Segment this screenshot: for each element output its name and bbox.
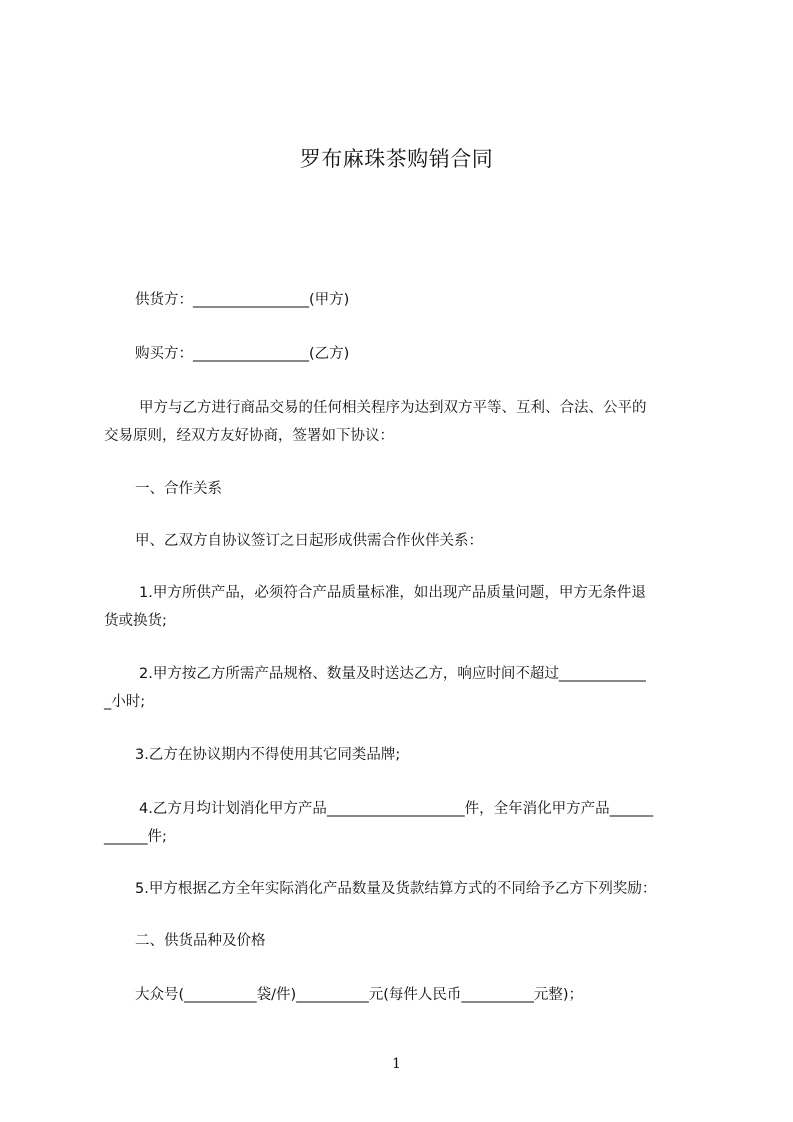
clause-1-line-2: 货或换货; — [104, 613, 167, 629]
price-line: 大众号(__________袋/件)__________元(每件人民币__________元整)； — [135, 987, 584, 1003]
clause-2-line-2: _小时; — [104, 694, 146, 710]
clause-4-line-1: 4.乙方月均计划消化甲方产品___________________件，全年消化甲方产品______ — [139, 801, 654, 817]
page-number: 1 — [392, 1056, 401, 1072]
clause-2-line-1: 2.甲方按乙方所需产品规格、数量及时送达乙方，响应时间不超过____________ — [139, 666, 646, 682]
clause-5: 5.甲方根据乙方全年实际消化产品数量及货款结算方式的不同给予乙方下列奖励： — [135, 881, 657, 897]
section1-heading: 一、合作关系 — [135, 481, 222, 497]
clause-3: 3.乙方在协议期内不得使用其它同类品牌; — [135, 747, 401, 763]
section1-intro: 甲、乙双方自协议签订之日起形成供需合作伙伴关系： — [135, 533, 483, 549]
intro-line-1: 甲方与乙方进行商品交易的任何相关程序为达到双方平等、互利、合法、公平的 — [139, 400, 647, 416]
supplier-line: 供货方：________________(甲方) — [135, 292, 350, 308]
section2-heading: 二、供货品种及价格 — [135, 933, 266, 949]
intro-line-2: 交易原则，经双方友好协商，签署如下协议： — [104, 428, 394, 444]
buyer-line: 购买方：________________(乙方) — [135, 346, 350, 362]
clause-1-line-1: 1.甲方所供产品，必须符合产品质量标准，如出现产品质量问题，甲方无条件退 — [139, 585, 646, 601]
clause-4-line-2: ______件; — [104, 829, 167, 845]
document-title: 罗布麻珠茶购销合同 — [299, 147, 494, 171]
